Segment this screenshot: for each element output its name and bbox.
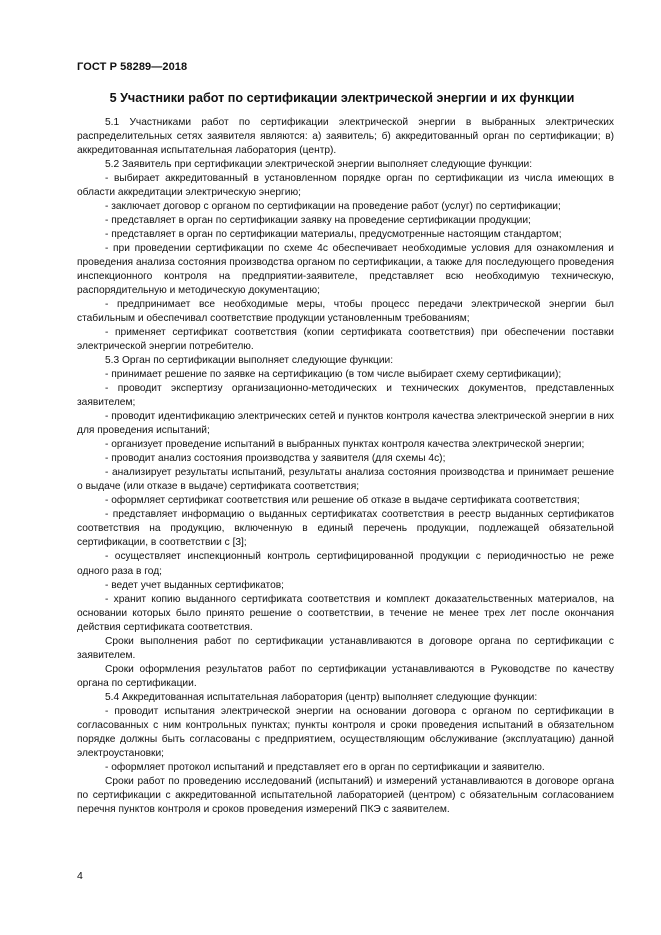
list-item: - заключает договор с органом по сертификации на проведение работ (услуг) по сертификации; [105,201,561,213]
list-item: - проводит испытания электрической энергии на основании договора с органом по сертификации в согласованных с ним контрольных пунктах; пункты контроля и сроки проведения испытаний в обязательном порядке должны быть согласованы с предприятием, осуществляющим обслуживание (эксплуатацию) данной электроустановки; [77,705,614,759]
list-item: - проводит анализ состояния производства у заявителя (для схемы 4с); [105,453,446,465]
list-item: - организует проведение испытаний в выбранных пунктах контроля качества электрической энергии; [105,439,585,451]
list-item: - при проведении сертификации по схеме 4с обеспечивает необходимые условия для ознакомления и проведения анализа состояния производства органом по сертификации, а также для последующего проведения инспекционного контроля на предприятии-заявителе, представляет всю необходимую техническую, распорядительную и методическую документацию; [77,243,614,297]
list-item: - анализирует результаты испытаний, результаты анализа состояния производства и принимает решение о выдаче (или отказе в выдаче) сертификата соответствия; [77,467,614,493]
document-header: ГОСТ Р 58289—2018 [77,61,188,73]
list-item: - проводит экспертизу организационно-методических и технических документов, представленных заявителем; [77,383,614,409]
list-item: - применяет сертификат соответствия (копии сертификата соответствия) при обеспечении поставки электрической энергии потребителю. [77,327,614,353]
paragraph: Сроки работ по проведению исследований (испытаний) и измерений устанавливаются в договоре органа по сертификации с аккредитованной испытательной лабораторией (центром) с обязательным согласованием перечня пунктов контроля и сроков проведения измерений ПКЭ с заявителем. [77,775,614,815]
list-item: - оформляет протокол испытаний и представляет его в орган по сертификации и заявителю. [105,761,545,773]
list-item: - проводит идентификацию электрических сетей и пунктов контроля качества электрической энергии в них для проведения испытаний; [77,411,614,437]
paragraph: 5.3 Орган по сертификации выполняет следующие функции: [105,355,394,367]
section-title: 5 Участники работ по сертификации электрической энергии и их функции [109,91,575,105]
list-item: - предпринимает все необходимые меры, чтобы процесс передачи электрической энергии был стабильным и обеспечивал соответствие продукции установленным требованиям; [77,299,614,325]
page-number: 4 [77,870,83,882]
list-item: - принимает решение по заявке на сертификацию (в том числе выбирает схему сертификации); [105,369,562,381]
list-item: - представляет в орган по сертификации материалы, предусмотренные настоящим стандартом; [105,229,562,241]
list-item: - выбирает аккредитованный в установленном порядке орган по сертификации из числа имеющих в области аккредитации электрическую энергию; [77,173,614,199]
paragraph: Сроки выполнения работ по сертификации устанавливаются в договоре органа по сертификации с заявителем. [77,635,614,661]
list-item: - осуществляет инспекционный контроль сертифицированной продукции с периодичностью не реже одного раза в год; [77,551,614,577]
list-item: - оформляет сертификат соответствия или решение об отказе в выдаче сертификата соответствия; [105,495,580,507]
paragraph: 5.4 Аккредитованная испытательная лаборатория (центр) выполняет следующие функции: [105,691,538,703]
list-item: - хранит копию выданного сертификата соответствия и комплект доказательственных материалов, на основании которых было принято решение о соответствии, в течение не менее трех лет после окончания действия сертификата соответствия. [77,593,614,633]
paragraph: 5.1 Участниками работ по сертификации электрической энергии в выбранных электрических распределительных сетях заявителя являются: а) заявитель; б) аккредитованный орган по сертификации; в) аккредитованная испытательная лаборатория (центр). [77,117,614,157]
paragraph: Сроки оформления результатов работ по сертификации устанавливаются в Руководстве по качеству органа по сертификации. [77,663,614,689]
document-body [77,116,614,817]
list-item: - представляет в орган по сертификации заявку на проведение сертификации продукции; [105,215,531,227]
paragraph: 5.2 Заявитель при сертификации электрической энергии выполняет следующие функции: [105,159,533,171]
list-item: - ведет учет выданных сертификатов; [105,579,285,591]
list-item: - представляет информацию о выданных сертификатах соответствия в реестр выданных сертификатов соответствия на продукцию, включенную в единый перечень продукции, подлежащей обязательной сертификации, в соответствии с [3]; [77,509,614,549]
